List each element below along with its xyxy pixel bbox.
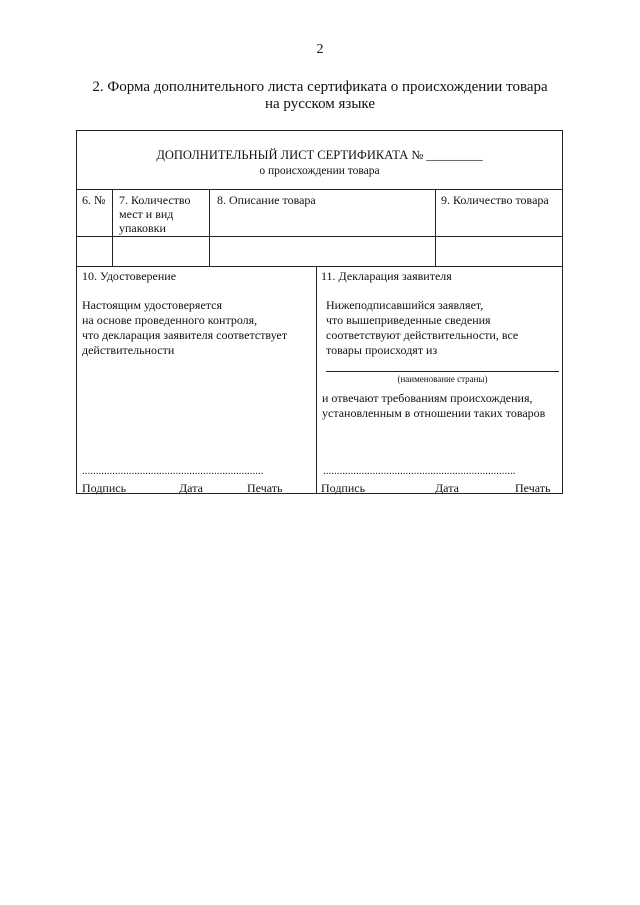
certification-label: 10. Удостоверение: [82, 269, 177, 283]
divider-header-row: [77, 236, 562, 237]
certification-signature-label: Подпись: [82, 481, 127, 495]
form-title: ДОПОЛНИТЕЛЬНЫЙ ЛИСТ СЕРТИФИКАТА № _________: [156, 148, 483, 162]
column-divider-2: [209, 189, 210, 266]
column-header-packages: 7. Количество мест и вид упаковки: [119, 193, 191, 235]
declaration-label: 11. Декларация заявителя: [321, 269, 452, 283]
heading-line-1: 2. Форма дополнительного листа сертификата о происхождении товара: [92, 79, 548, 95]
heading-line-2: на русском языке: [264, 96, 375, 112]
certification-text-line: Настоящим удостоверяется: [82, 298, 223, 312]
country-input-line: [326, 371, 559, 372]
certification-date-label: Дата: [179, 481, 203, 495]
column-divider-3: [435, 189, 436, 266]
declaration-signature-line: ......................................................................: [323, 465, 516, 477]
country-caption: (наименование страны): [397, 374, 488, 384]
declaration-text-line: что вышеприведенные сведения: [326, 313, 491, 327]
document-heading: [60, 79, 580, 113]
certification-seal-label: Печать: [247, 481, 283, 495]
certification-text-line: действительности: [82, 343, 175, 357]
declaration-text2-line: и отвечают требованиям происхождения,: [322, 391, 533, 405]
supplementary-sheet-form: [76, 130, 563, 494]
section-divider: [316, 266, 317, 494]
declaration-date-label: Дата: [435, 481, 459, 495]
divider-title: [77, 189, 562, 190]
certification-text-line: на основе проведенного контроля,: [82, 313, 258, 327]
declaration-text2-line: установленным в отношении таких товаров: [322, 406, 546, 420]
column-header-number: 6. №: [82, 193, 106, 207]
declaration-text-line: товары происходят из: [326, 343, 438, 357]
column-header-description: 8. Описание товара: [217, 193, 316, 207]
declaration-text-line: Нижеподписавшийся заявляет,: [326, 298, 484, 312]
column-header-quantity: 9. Количество товара: [441, 193, 549, 207]
certification-signature-line: ..................................................................: [82, 465, 264, 477]
column-divider-1: [112, 189, 113, 266]
page-number: 2: [316, 42, 324, 57]
declaration-text-line: соответствуют действительности, все: [326, 328, 519, 342]
declaration-seal-label: Печать: [515, 481, 551, 495]
declaration-signature-label: Подпись: [321, 481, 366, 495]
certification-text-line: что декларация заявителя соответствует: [82, 328, 288, 342]
divider-data-row: [77, 266, 562, 267]
form-subtitle: о происхождении товара: [259, 165, 380, 177]
